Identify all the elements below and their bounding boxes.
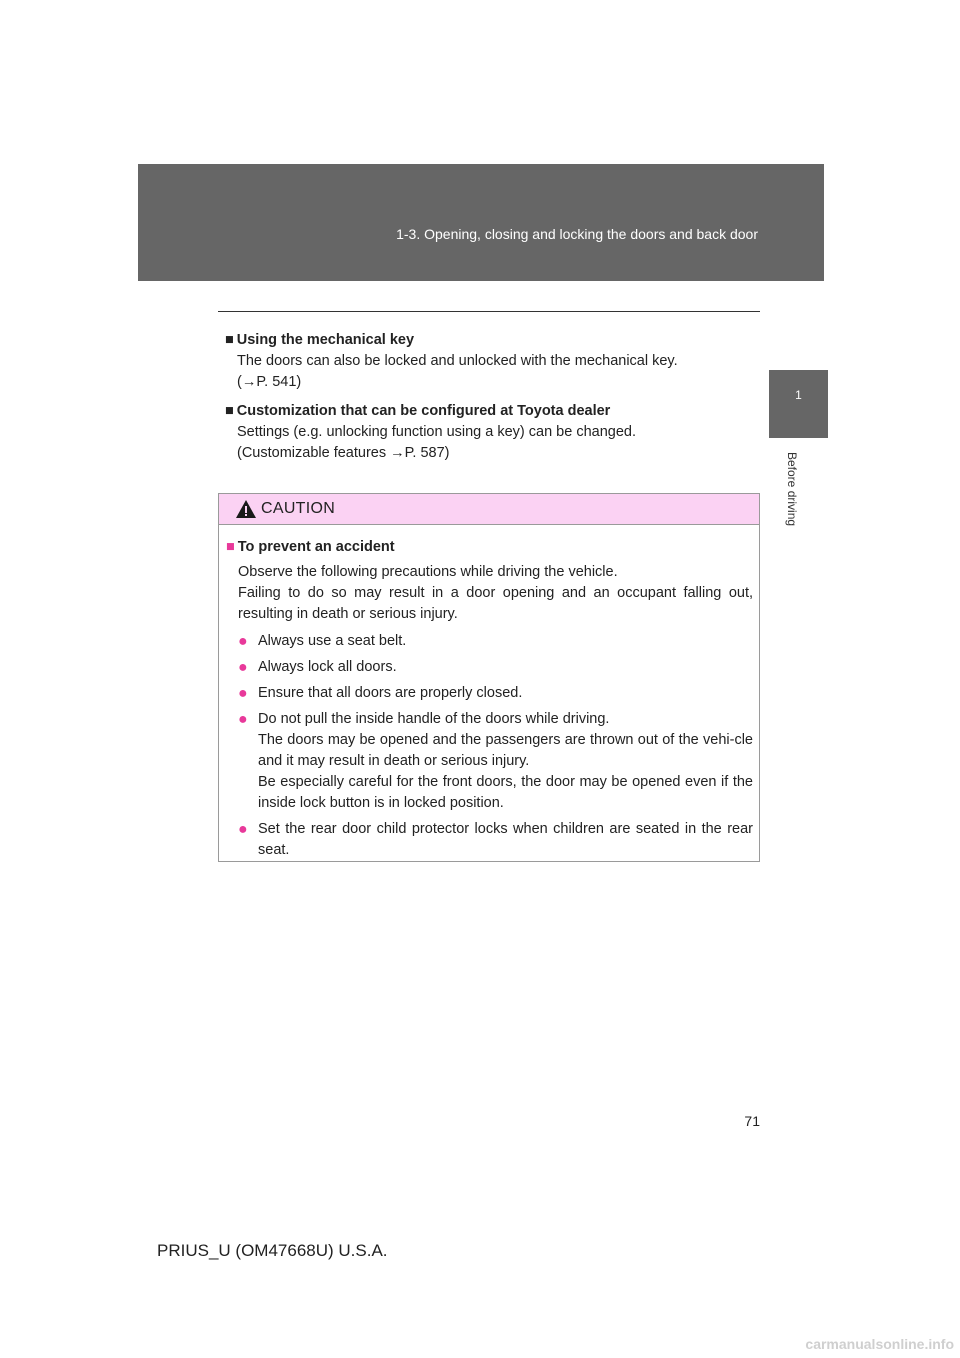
caution-item: ● Ensure that all doors are properly closed. [238,685,523,702]
bullet-dot-icon: ● [238,821,248,838]
warning-triangle-icon [235,499,257,519]
caution-heading: ■ To prevent an accident [226,539,395,555]
caution-item: ● Always use a seat belt. [238,633,407,650]
section-title: 1-3. Opening, closing and locking the doors and back door [396,226,758,242]
page-number: 71 [744,1113,760,1129]
caution-box [218,493,760,862]
chapter-label: Before driving [785,452,799,527]
bullet-dot-icon: ● [238,633,248,650]
bullet-dot-icon: ● [238,711,248,728]
square-bullet-icon: ■ [226,539,235,555]
caution-item: ● Do not pull the inside handle of the doors while driving. The doors may be opened and the passengers are thrown out of the vehi-cle and it may result in death or serious injury. Be especially careful for the front doors, the door may be opened even if the inside lock button is in locked position. [238,711,753,811]
section-mechanical-key [225,330,755,393]
section-divider [218,311,760,312]
header-band [138,164,824,281]
section-heading: ■ Customization that can be configured at Toyota dealer [225,403,611,419]
caution-intro: Observe the following precautions while driving the vehicle. Failing to do so may result in a door opening and an occupant falling out, resulting in death or serious injury. [238,564,753,622]
chapter-label-tab [769,448,828,548]
section-heading: ■ Using the mechanical key [225,332,415,348]
bullet-dot-icon: ● [238,685,248,702]
caution-header [219,494,759,525]
section-body: Settings (e.g. unlocking function using a key) can be changed. (Customizable features →P. 587) [237,424,637,461]
caution-item: ● Set the rear door child protector locks when children are seated in the rear seat. [238,821,753,858]
main-content [225,330,755,472]
model-code: PRIUS_U (OM47668U) U.S.A. [157,1241,388,1260]
caution-body [219,525,759,861]
bullet-dot-icon: ● [238,659,248,676]
caution-title: CAUTION [261,500,336,517]
watermark: carmanualsonline.info [805,1336,954,1352]
square-bullet-icon: ■ [225,403,234,419]
caution-item: ● Always lock all doors. [238,659,397,676]
chapter-tab [769,370,828,438]
section-body: The doors can also be locked and unlocked with the mechanical key. (→P. 541) [237,353,678,390]
section-customization [225,401,755,464]
chapter-number: 1 [795,388,802,402]
square-bullet-icon: ■ [225,332,234,348]
